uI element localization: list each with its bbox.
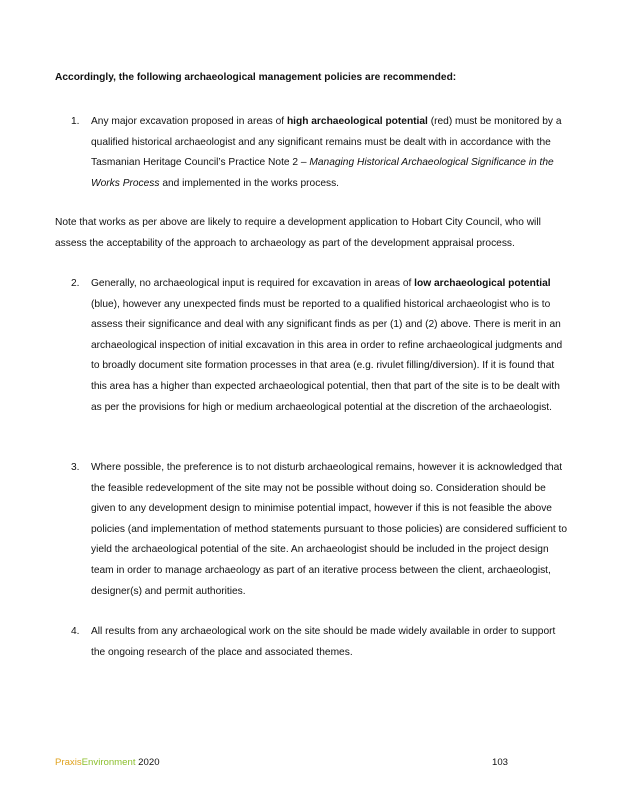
- policy-item-4: [71, 622, 571, 663]
- brand-environment: Environment: [81, 757, 136, 768]
- council-note: Note that works as per above are likely to require a development application to Hobart City Council, who will assess the acceptability of the approach to archaeology as part of the development appraisal process.: [55, 217, 541, 249]
- brand-praxis: Praxis: [55, 757, 82, 768]
- policy-text: Where possible, the preference is to not disturb archaeological remains, however it is acknowledged that the feasible redevelopment of the site may not be possible without doing so. Consideration should be given to any development design to minimise potential impact, however if this is not feasible the above policies (and implementation of method statements pursuant to those policies) are considered sufficient to yield the archaeological potential of the site. An archaeologist should be included in the project design team in order to manage archaeology as part of an iterative process between the client, archaeologist, designer(s) and permit authorities.: [91, 462, 568, 597]
- emphasis-low-potential: low archaeological potential: [414, 278, 551, 289]
- policy-text: Generally, no archaeological input is required for excavation in areas of low archaeological potential (blue), however any unexpected finds must be reported to a qualified historical archaeologist who is to assess their significance and deal with any significant finds as per (1) and (2) above. There is merit in an archaeological inspection of initial excavation in this area in order to refine archaeological judgments and to broadly document site formation processes in that area (e.g. rivulet filling/diversion). If it is found that this area has a higher than expected archaeological potential, then that part of the site is to be dealt with as per the provisions for high or medium archaeological potential at the discretion of the archaeologist.: [91, 278, 563, 413]
- policy-item-2: [71, 274, 571, 418]
- list-number: 4.: [71, 626, 80, 637]
- footer-year: 2020: [135, 757, 160, 768]
- page-footer: [55, 756, 515, 770]
- list-number: 1.: [71, 116, 80, 127]
- emphasis-high-potential: high archaeological potential: [286, 116, 428, 127]
- policy-text: Any major excavation proposed in areas of high archaeological potential (red) must be monitored by a qualified historical archaeologist and any significant remains must be dealt with in accordance with the Tasmanian Heritage Council’s Practice Note 2 – Managing Historical Archaeological Significance in the Works Process and implemented in the works process.: [91, 116, 562, 189]
- policy-text: All results from any archaeological work on the site should be made widely available in order to support the ongoing research of the place and associated themes.: [91, 626, 556, 658]
- page-number: 103: [492, 757, 509, 768]
- list-number: 3.: [71, 462, 80, 473]
- policy-item-1: [71, 112, 571, 194]
- section-heading: Accordingly, the following archaeological management policies are recommended:: [55, 72, 457, 83]
- policy-item-3: [71, 458, 571, 602]
- list-number: 2.: [71, 278, 80, 289]
- practice-note-title: Managing Historical Archaeological Significance in the Works Process: [91, 157, 554, 189]
